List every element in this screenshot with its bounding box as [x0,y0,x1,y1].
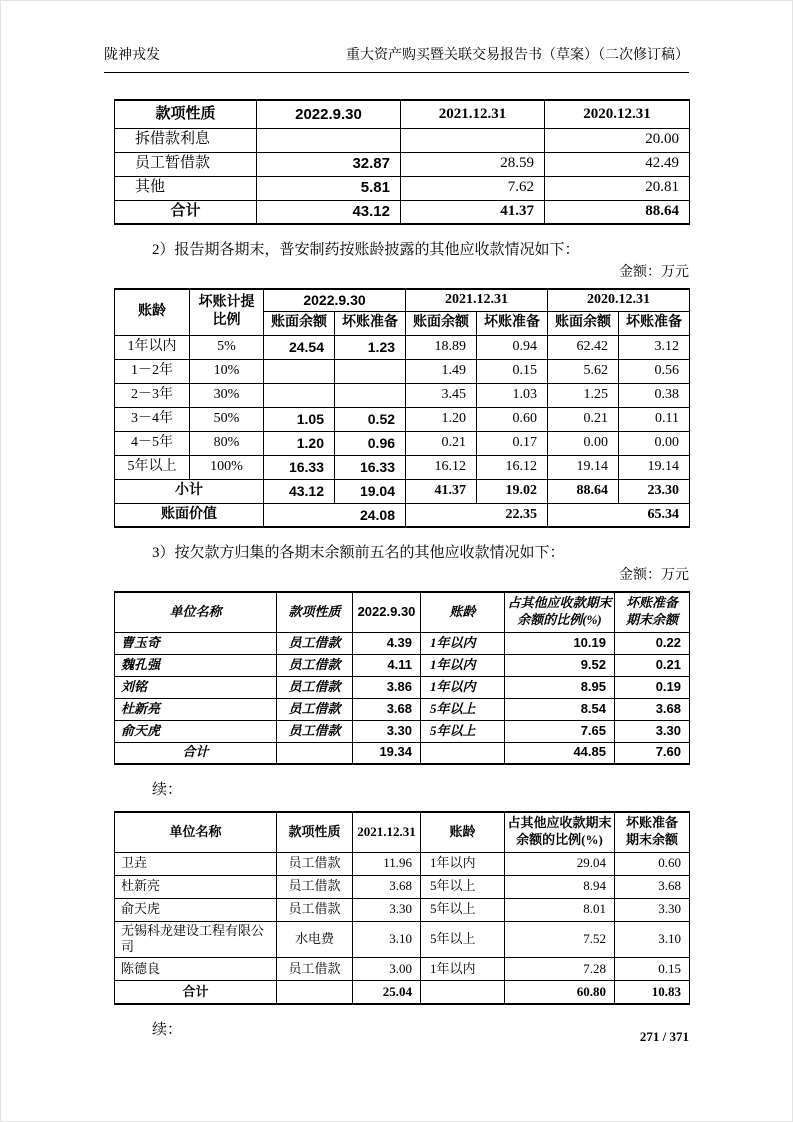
table-cell: 44.85 [505,742,615,764]
table-cell: 员工借款 [277,632,353,654]
table-cell: 1年以内 [115,335,190,359]
table-row [115,335,690,359]
table-cell: 3.30 [353,898,421,921]
section-heading-3: 3）按欠款方归集的各期末余额前五名的其他应收款情况如下： [152,545,565,561]
table-cell: 0.21 [548,407,619,431]
table-cell: 俞天虎 [115,898,277,921]
table-row [115,654,690,676]
table-cell: 1.03 [477,383,548,407]
table-cell: 杜新亮 [115,875,277,898]
table-total-row [115,200,690,224]
table-cell: 0.00 [619,431,690,455]
table-cell: 7.52 [505,921,615,958]
table-header-row [115,289,690,311]
column-header: 坏账准备 [335,311,406,335]
table-cell: 3.86 [353,676,421,698]
table-row [115,676,690,698]
table-cell: 28.59 [401,152,545,176]
table-row [115,176,690,200]
amount-unit-label: 金额：万元 [619,568,689,583]
table-cell: 3.00 [353,958,421,981]
table-cell: 0.17 [477,431,548,455]
table-cell: 7.65 [505,720,615,742]
table-cell: 2－3年 [115,383,190,407]
table-header-row [115,812,690,852]
table-cell: 3.10 [615,921,690,958]
table-cell: 43.12 [264,479,335,503]
table-row [115,128,690,152]
table-cell: 0.60 [477,407,548,431]
table-cell: 拆借款利息 [115,128,257,152]
table-cell [277,742,353,764]
table-cell [421,981,505,1004]
table-cell: 0.96 [335,431,406,455]
table-cell: 24.54 [264,335,335,359]
table-cell: 5年以上 [421,720,505,742]
table-cell: 16.33 [264,455,335,479]
table-cell: 5.81 [257,176,401,200]
top-debtors-table-2021 [114,811,690,1005]
table-cell: 5年以上 [421,875,505,898]
table-cell: 80% [190,431,264,455]
column-header: 2022.9.30 [257,100,401,128]
table-cell: 8.95 [505,676,615,698]
table-cell: 1年以内 [421,676,505,698]
table-cell: 4－5年 [115,431,190,455]
column-header: 2022.9.30 [264,289,406,311]
table-cell: 4.11 [353,654,421,676]
table-cell: 员工借款 [277,654,353,676]
table-cell: 1.05 [264,407,335,431]
table-cell: 88.64 [548,479,619,503]
table-bookvalue-row [115,503,690,527]
table-cell [335,359,406,383]
column-header: 2021.12.31 [353,812,421,852]
column-header: 账龄 [115,289,190,335]
table-cell: 10.19 [505,632,615,654]
table-cell: 员工借款 [277,852,353,875]
table-cell: 16.12 [406,455,477,479]
table-total-row [115,981,690,1004]
table-cell: 10.83 [615,981,690,1004]
table-row [115,698,690,720]
table-cell: 8.54 [505,698,615,720]
table-cell: 1.20 [264,431,335,455]
table-cell: 员工借款 [277,898,353,921]
table-cell: 30% [190,383,264,407]
column-header: 2020.12.31 [545,100,690,128]
column-header: 款项性质 [115,100,257,128]
table-cell [264,359,335,383]
table-row [115,720,690,742]
column-header: 款项性质 [277,592,353,632]
table-cell [401,128,545,152]
table-cell: 员工借款 [277,958,353,981]
table-row [115,359,690,383]
table-row [115,958,690,981]
table-cell: 3.68 [615,875,690,898]
table-cell: 16.12 [477,455,548,479]
table-cell: 0.60 [615,852,690,875]
table-cell: 员工借款 [277,875,353,898]
table-cell: 0.22 [615,632,690,654]
table-cell: 0.52 [335,407,406,431]
column-header: 账面余额 [264,311,335,335]
table-cell: 水电费 [277,921,353,958]
document-title: 重大资产购买暨关联交易报告书（草案）（二次修订稿） [346,48,689,63]
column-header: 占其他应收款期末余额的比例(%) [505,812,615,852]
table-cell: 0.56 [619,359,690,383]
column-header: 2021.12.31 [401,100,545,128]
page-number: 271 / 371 [639,1029,689,1044]
table-cell: 卫垚 [115,852,277,875]
table-row [115,875,690,898]
table-cell: 1.23 [335,335,406,359]
top-debtors-table-2022 [114,591,690,765]
column-header: 坏账准备 [477,311,548,335]
table-cell: 1年以内 [421,958,505,981]
table-cell: 曹玉奇 [115,632,277,654]
table-cell: 俞天虎 [115,720,277,742]
table-cell: 0.38 [619,383,690,407]
column-header: 账龄 [421,812,505,852]
table-cell: 3.68 [353,698,421,720]
table-cell [335,383,406,407]
table-cell: 员工借款 [277,676,353,698]
table-cell: 合计 [115,981,277,1004]
table-cell: 0.11 [619,407,690,431]
table-cell: 20.81 [545,176,690,200]
column-header: 占其他应收款期末余额的比例(%) [505,592,615,632]
table-cell [257,128,401,152]
amount-unit-label: 金额：万元 [619,265,689,280]
column-header: 坏账准备期末余额 [615,812,690,852]
table-cell: 23.30 [619,479,690,503]
table-cell: 3.45 [406,383,477,407]
table-cell: 25.04 [353,981,421,1004]
table-cell: 5年以上 [421,898,505,921]
table-cell: 其他 [115,176,257,200]
table-cell: 9.52 [505,654,615,676]
table-cell: 41.37 [406,479,477,503]
table-cell: 0.15 [615,958,690,981]
table-cell: 魏孔强 [115,654,277,676]
table-cell: 7.60 [615,742,690,764]
table-cell: 19.14 [619,455,690,479]
table-cell [421,742,505,764]
table-cell: 19.04 [335,479,406,503]
table-cell: 42.49 [545,152,690,176]
table-cell: 10% [190,359,264,383]
table-cell: 5年以上 [115,455,190,479]
table-cell: 11.96 [353,852,421,875]
table-cell: 1－2年 [115,359,190,383]
table-cell: 5年以上 [421,698,505,720]
column-header: 坏账准备 [619,311,690,335]
table-cell: 5年以上 [421,921,505,958]
table-cell: 1.25 [548,383,619,407]
table-row [115,455,690,479]
table-cell: 3.12 [619,335,690,359]
table-cell [264,383,335,407]
table-cell: 0.19 [615,676,690,698]
table-row [115,632,690,654]
table-cell: 5.62 [548,359,619,383]
table-total-row [115,742,690,764]
column-header: 坏账准备期末余额 [615,592,690,632]
table-cell: 18.89 [406,335,477,359]
table-row [115,383,690,407]
table-cell: 0.15 [477,359,548,383]
table-cell: 100% [190,455,264,479]
table-cell: 60.80 [505,981,615,1004]
table-cell: 7.62 [401,176,545,200]
table-cell: 账面价值 [115,503,264,527]
table-cell: 陈德良 [115,958,277,981]
table-cell: 0.00 [548,431,619,455]
table-cell: 3.68 [353,875,421,898]
table-cell: 65.34 [548,503,690,527]
table-cell: 无锡科龙建设工程有限公司 [115,921,277,958]
column-header: 账龄 [421,592,505,632]
running-header [104,47,689,73]
table-cell: 合计 [115,200,257,224]
table-subtotal-row [115,479,690,503]
table-cell: 7.28 [505,958,615,981]
table-cell: 88.64 [545,200,690,224]
table-cell: 3－4年 [115,407,190,431]
table-cell: 1.49 [406,359,477,383]
table-cell: 3.30 [353,720,421,742]
table-cell: 20.00 [545,128,690,152]
table-cell: 16.33 [335,455,406,479]
table-cell: 0.94 [477,335,548,359]
table-cell: 1年以内 [421,632,505,654]
table-cell [277,981,353,1004]
column-header: 2022.9.30 [353,592,421,632]
table-cell: 0.21 [406,431,477,455]
company-name: 陇神戎发 [104,48,160,63]
table-cell: 1年以内 [421,654,505,676]
aging-table [114,288,690,528]
column-header: 单位名称 [115,812,277,852]
table-cell: 4.39 [353,632,421,654]
table-row [115,921,690,958]
section-heading-2: 2）报告期各期末，普安制药按账龄披露的其他应收款情况如下： [152,242,580,258]
table-cell: 8.01 [505,898,615,921]
table-cell: 22.35 [406,503,548,527]
column-header: 坏账计提比例 [190,289,264,335]
table-cell: 3.10 [353,921,421,958]
table-cell: 50% [190,407,264,431]
table-row [115,898,690,921]
column-header: 2021.12.31 [406,289,548,311]
table-cell: 3.30 [615,720,690,742]
table-cell: 0.21 [615,654,690,676]
table-row [115,431,690,455]
table-cell: 3.68 [615,698,690,720]
table-cell: 刘铭 [115,676,277,698]
column-header: 账面余额 [548,311,619,335]
table-cell: 1.20 [406,407,477,431]
table-cell: 19.02 [477,479,548,503]
table-cell: 8.94 [505,875,615,898]
continued-label: 续： [152,782,183,798]
table-cell: 29.04 [505,852,615,875]
table-cell: 32.87 [257,152,401,176]
continued-label: 续： [152,1021,183,1038]
loan-nature-table [114,99,690,225]
table-cell: 员工借款 [277,720,353,742]
table-row [115,407,690,431]
table-cell: 24.08 [264,503,406,527]
column-header: 账面余额 [406,311,477,335]
table-header-row [115,592,690,632]
table-cell: 19.14 [548,455,619,479]
table-header-row [115,100,690,128]
table-cell: 3.30 [615,898,690,921]
table-cell: 员工暂借款 [115,152,257,176]
table-cell: 43.12 [257,200,401,224]
column-header: 2020.12.31 [548,289,690,311]
table-cell: 员工借款 [277,698,353,720]
table-cell: 小计 [115,479,264,503]
table-cell: 62.42 [548,335,619,359]
table-cell: 19.34 [353,742,421,764]
table-cell: 合计 [115,742,277,764]
column-header: 单位名称 [115,592,277,632]
table-row [115,152,690,176]
table-cell: 5% [190,335,264,359]
column-header: 款项性质 [277,812,353,852]
table-cell: 杜新亮 [115,698,277,720]
table-row [115,852,690,875]
table-cell: 1年以内 [421,852,505,875]
table-cell: 41.37 [401,200,545,224]
